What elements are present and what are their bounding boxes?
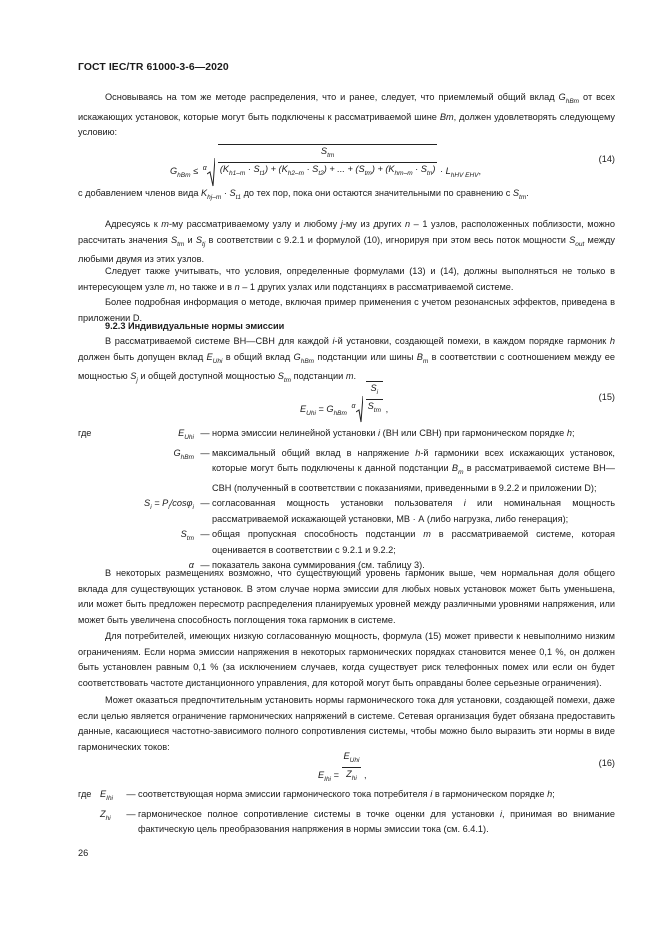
text-run: и общей доступной мощностью <box>140 371 276 381</box>
paragraph-8 <box>78 629 615 691</box>
radical-sign-icon <box>207 158 215 188</box>
math-symbol: m <box>345 371 354 381</box>
definition-dash: — <box>126 789 136 799</box>
text-run: и <box>187 234 193 245</box>
math-symbol: S <box>512 188 520 198</box>
definition-dash: — <box>126 808 136 819</box>
math-symbol: E <box>300 404 307 415</box>
definition-row <box>78 527 615 558</box>
text-run: в рассматриваемой системе ВН—СВН (полученный в соответствии с показаниями, приведенными в 9.2.2 и приложении D); <box>212 463 615 493</box>
definition-text <box>212 426 615 446</box>
math-subscript: t1 <box>235 194 241 201</box>
text-run: в рассматриваемой системе, которая оценивается в соответствии с 9.2.1 и 9.2.2; <box>212 529 615 555</box>
definition-text <box>138 787 615 807</box>
math-subscript: t1 <box>259 170 266 177</box>
math-subscript: hm–m <box>394 170 413 177</box>
text-run: соответствующая норма эмиссии гармонического тока потребителя <box>138 789 428 799</box>
definition-symbol <box>126 446 198 497</box>
equation-16 <box>78 748 615 782</box>
math-symbol: B <box>416 351 423 362</box>
text-run: в соответствии с соотношением между ее мощностью <box>78 351 615 381</box>
document-header: ГОСТ IEC/TR 61000-3-6—2020 <box>78 62 229 73</box>
root-index: α <box>351 403 356 411</box>
definition-dash: — <box>200 498 210 508</box>
text-run: или номинальная мощность рассматриваемой искажающей установки, МВ · А (либо нагрузка, либо генерация); <box>212 498 615 524</box>
math-operator: = <box>333 769 339 780</box>
math-operator: ≤ <box>193 166 199 177</box>
text-run: в соответствии с 9.2.1 и формулой (10), игнорируя при этом весь поток мощности <box>208 234 566 245</box>
math-subscript: Uhi <box>306 410 316 418</box>
text-run: в гармоническом порядке <box>434 789 545 799</box>
text-run: (ВН или СВН) при гармоническом порядке <box>382 428 565 438</box>
section-heading <box>78 319 615 335</box>
equation-14 <box>78 142 615 180</box>
math-symbol: S <box>370 383 377 393</box>
text-run: ; <box>571 428 575 438</box>
text-run: В рассматриваемой системе ВН—СВН для каждой <box>105 336 329 346</box>
math-subscript: tm <box>327 152 335 159</box>
math-subscript: m <box>458 469 464 476</box>
text-run: гармоническое полное сопротивление системы в точке оценки для установки <box>138 808 495 819</box>
paragraph-9 <box>78 693 615 755</box>
math-symbol: i <box>499 808 502 819</box>
fraction-denominator <box>366 400 383 417</box>
definition-text <box>212 446 615 497</box>
math-subscript: m <box>422 357 429 365</box>
definition-symbol <box>126 527 198 558</box>
math-symbol: S <box>320 146 328 156</box>
math-symbol: B <box>451 463 459 473</box>
math-term: ) + (K <box>371 164 395 174</box>
text-run: -й гармоники всех искажающих установок, которые могут быть подключены к данной подстанции <box>212 447 615 473</box>
math-subscript: hBm <box>565 98 580 105</box>
text-run: до тех пор, пока они остаются значительными по сравнению с <box>243 188 511 198</box>
definition-text: показатель закона суммирования (см. таблицу 3). <box>212 560 425 570</box>
math-punctuation: , <box>363 769 367 780</box>
math-symbol: G <box>170 166 178 177</box>
text-run: должен быть допущен вклад <box>78 351 204 362</box>
math-symbol: S <box>170 234 178 245</box>
fraction-numerator <box>218 145 438 163</box>
equation-15-body <box>300 382 388 418</box>
math-subscript: i <box>168 504 170 511</box>
paragraph-2 <box>78 186 615 206</box>
math-subscript: hBm <box>180 453 194 461</box>
math-term: ) + (K <box>265 164 288 174</box>
math-subscript: i <box>376 389 379 396</box>
math-subscript: tm <box>177 240 185 248</box>
math-subscript: i <box>150 504 152 511</box>
text-run: максимальный общий вклад в напряжение <box>212 447 410 458</box>
definition-symbol <box>100 787 124 807</box>
definition-symbol <box>126 426 198 446</box>
math-symbol: Bm <box>439 111 454 122</box>
text-run: Адресуясь к <box>105 219 158 229</box>
math-symbol: G <box>558 92 566 102</box>
equation-15-fraction <box>366 381 383 417</box>
text-run: с добавлением членов вида <box>78 188 199 198</box>
math-symbol: /cosφ <box>169 498 193 508</box>
math-punctuation: , <box>385 404 389 415</box>
math-subscript: tm <box>283 377 292 384</box>
text-run: . <box>526 188 529 198</box>
paragraph-text: Может оказаться предпочтительным установить нормы гармонического тока для установки, создающей помехи, даже если целью является ограничение гармонических напряжений в системе. Сетевая организация будет обязана предоставить данные, касающиеся частотно-зависимого полного сопротивления системы, чтобы можно было выразить эти нормы в виде гармонических токов: <box>78 695 615 752</box>
equation-number: (14) <box>598 154 615 164</box>
math-symbol: S <box>569 234 576 245</box>
math-symbol: m <box>166 281 175 292</box>
math-symbol: i <box>378 428 381 438</box>
fraction-denominator <box>342 768 362 785</box>
text-run: норма эмиссии нелинейной установки <box>212 428 376 438</box>
text-run: согласованная мощность установки пользователя <box>212 498 453 508</box>
text-run: подстанции <box>293 371 344 381</box>
definition-symbol <box>116 496 198 527</box>
page-number: 26 <box>78 848 89 858</box>
math-subscript: t2 <box>318 170 324 177</box>
math-symbol: G <box>326 404 334 415</box>
section-number: 9.2.3 <box>105 321 126 331</box>
math-symbol: m <box>161 219 169 229</box>
equation-15 <box>78 380 615 416</box>
math-subscript: Uhi <box>349 757 360 764</box>
math-subscript: hHV EHV <box>450 172 479 180</box>
math-symbol: m <box>423 529 431 539</box>
math-symbol: j <box>340 219 343 229</box>
definition-lead: где <box>78 789 92 799</box>
math-subscript: tm <box>373 407 381 414</box>
text-run: -му из других <box>342 219 402 229</box>
text-run: -му рассматриваемому узлу и любому <box>168 219 338 229</box>
math-subscript: h2–m <box>287 170 304 177</box>
text-run: Следует также учитывать, что условия, определенные формулами (13) и (14), должны выполняться не только в интересующем узле <box>78 266 615 292</box>
definition-dash: — <box>200 529 210 539</box>
math-subscript: h1–m <box>229 170 246 177</box>
definition-text <box>212 527 615 558</box>
math-symbol: S <box>144 498 151 508</box>
definition-dash: — <box>200 428 210 438</box>
definition-row <box>78 787 615 807</box>
math-subscript: tm <box>519 194 527 201</box>
math-subscript: out <box>575 240 585 248</box>
text-run: Основываясь на том же методе распределения, что и ранее, следует, что приемлемый общий вклад <box>105 92 555 102</box>
text-run: ; <box>552 789 555 799</box>
equation-number: (15) <box>598 392 615 402</box>
definition-dash: — <box>200 447 210 458</box>
math-symbol: K <box>201 188 208 198</box>
text-run: в общий вклад <box>225 351 291 362</box>
definition-row <box>78 807 615 838</box>
text-run: между любыми двумя из этих узлов. <box>78 234 615 264</box>
text-run: общая пропускная способность подстанции <box>212 529 416 539</box>
math-symbol: S <box>277 371 284 381</box>
radical-sign-icon <box>356 396 363 424</box>
math-subscript: Ihi <box>106 795 114 802</box>
math-symbol: Z <box>346 769 352 779</box>
text-run: , должен удовлетворять следующему условию: <box>78 111 616 137</box>
paragraph-4 <box>78 264 615 295</box>
equation-14-body <box>170 146 481 182</box>
text-run: – 1 других узлах или подстанциях в рассматриваемой системе. <box>242 281 514 292</box>
math-symbol: = P <box>154 498 169 508</box>
math-subscript: tm <box>186 535 194 542</box>
paragraph-3 <box>78 217 615 268</box>
math-symbol: α <box>188 560 194 570</box>
math-term: · L <box>439 166 451 177</box>
math-symbol: E <box>206 351 213 362</box>
text-run: , но также и в <box>174 281 232 292</box>
math-term: ) <box>432 164 436 174</box>
math-subscript: hi <box>105 814 111 822</box>
math-symbol: · S <box>223 188 236 198</box>
math-symbol: E <box>318 769 325 780</box>
equation-14-fraction <box>218 144 438 180</box>
definition-text <box>212 496 615 527</box>
fraction-denominator <box>218 163 438 180</box>
math-subscript: Ihi <box>324 775 332 783</box>
math-term: (K <box>219 164 230 174</box>
text-run: , принимая во внимание фактическую цель преобразования напряжения в нормы эмиссии тока (см. 6.4.1). <box>138 808 615 834</box>
math-term: · S <box>415 164 427 174</box>
text-run: от всех искажающих установок, которые могут быть подключены к рассматриваемой шине <box>78 92 615 122</box>
math-symbol: i <box>463 498 466 508</box>
math-subscript: hi <box>351 775 357 782</box>
text-run: -й установки, создающей помехи, в каждом порядке гармоник <box>334 336 607 346</box>
definition-dash: — <box>200 560 210 570</box>
math-term: ) + ... + (S <box>323 164 365 174</box>
root-index: α <box>202 165 207 173</box>
math-subscript: Uhi <box>184 434 194 441</box>
definition-lead <box>78 527 126 558</box>
definitions-15 <box>78 426 615 574</box>
math-subscript: tm <box>364 170 372 177</box>
math-symbol: n <box>404 219 411 229</box>
math-symbol: S <box>367 401 374 411</box>
fraction-numerator <box>366 382 383 400</box>
math-symbol: i <box>430 789 433 799</box>
math-symbol: S <box>180 529 187 539</box>
paragraph-text: Более подробная информация о методе, включая пример применения с учетом резонансных эффектов, приведена в приложении D. <box>78 297 615 323</box>
paragraph-text: В некоторых размещениях возможно, что существующий уровень гармоник выше, чем нормальная доля общего вклада для существующих установок. В этом случае норма эмиссии для любых новых установок может быть уменьшена, или может быть предложен пересмотр распределения планируемых уровней между различными уровнями напряжения, или может быть увеличена способность поглощения тока гармоник в системе. <box>78 568 615 625</box>
paragraph-1 <box>78 90 615 141</box>
definition-text <box>138 807 615 838</box>
definition-row <box>78 446 615 497</box>
text-run: подстанции или шины <box>317 351 414 362</box>
math-term: · S <box>247 164 260 174</box>
definition-row <box>78 426 615 446</box>
math-symbol: h <box>609 336 615 346</box>
math-symbol: i <box>332 336 335 346</box>
paragraph-text: Для потребителей, имеющих низкую согласованную мощность, формула (15) может привести к невыполнимо низким ограничениям. Если норма эмиссии напряжения в некоторых гармонических порядках становится менее 0,1 %, он должен быть установлен равным 0,1 % (за исключением случаев, когда существует риск телефонных помех или если он будет соответствовать частоте дистанционного управления, для которой могут быть оправданы более серьезные ограничения). <box>78 631 615 688</box>
math-subscript: i <box>192 504 194 511</box>
text-run: – 1 узлов, расположенных поблизости, можно рассчитать значения <box>78 219 615 245</box>
math-operator: = <box>318 404 324 415</box>
text-run: . <box>353 371 357 381</box>
section-title: Индивидуальные нормы эмиссии <box>128 321 285 331</box>
math-symbol: G <box>293 351 301 362</box>
math-symbol: E <box>343 751 350 761</box>
math-subscript: tj <box>202 240 206 248</box>
math-subscript: tn <box>426 170 433 177</box>
math-term: · S <box>306 164 319 174</box>
math-subscript: hBm <box>177 172 191 180</box>
math-symbol: S <box>195 234 203 245</box>
equation-number: (16) <box>598 758 615 768</box>
math-symbol: S <box>130 371 137 381</box>
definition-lead <box>78 446 126 497</box>
fraction-numerator <box>342 750 362 768</box>
math-subscript: hBm <box>333 410 347 418</box>
math-symbol: E <box>178 428 185 438</box>
math-subscript: j <box>136 377 138 384</box>
math-symbol: Z <box>100 808 106 819</box>
math-symbol: h <box>415 447 421 458</box>
math-subscript: hj–m <box>207 194 222 201</box>
math-punctuation: , <box>478 166 482 177</box>
definition-symbol <box>100 807 124 838</box>
equation-16-body <box>318 750 367 785</box>
definition-lead <box>78 807 100 838</box>
equation-16-fraction <box>342 750 362 785</box>
definition-row <box>78 496 615 527</box>
math-symbol: n <box>234 281 240 292</box>
math-symbol: h <box>547 789 553 799</box>
definition-lead: где <box>78 428 92 438</box>
math-subscript: Uhi <box>212 357 223 365</box>
paragraph-7 <box>78 566 615 628</box>
math-symbol: G <box>173 447 181 458</box>
definitions-16 <box>78 787 615 838</box>
math-symbol: E <box>100 789 107 799</box>
math-symbol: h <box>566 428 572 438</box>
math-subscript: hBm <box>300 357 315 365</box>
